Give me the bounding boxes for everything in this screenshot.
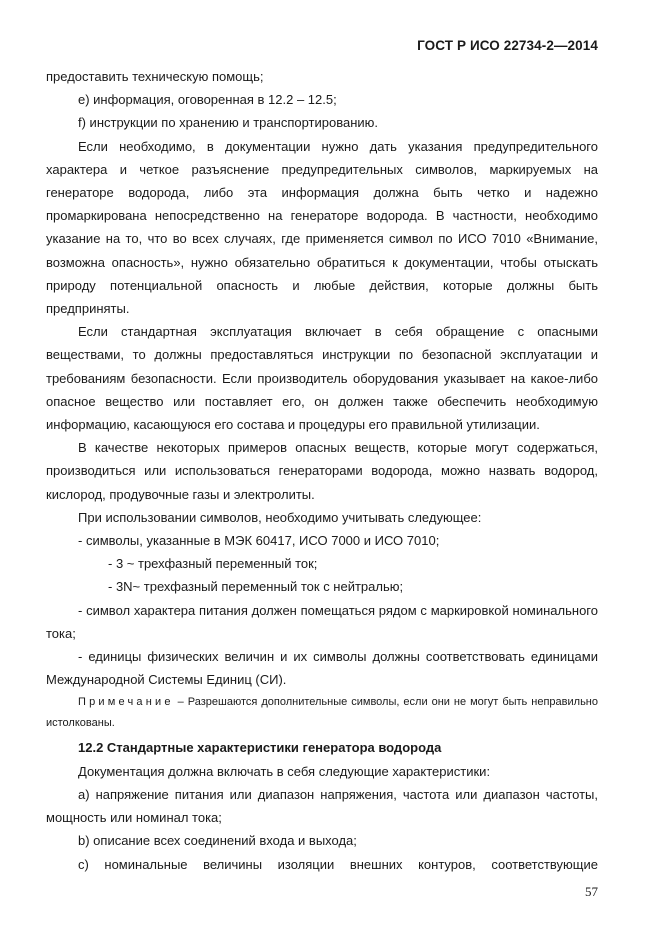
- list-item-si-units: - единицы физических величин и их символы должны соответствовать единицами Международной Системы Единиц (СИ).: [46, 649, 598, 688]
- list-item-f: f) инструкции по хранению и транспортированию.: [78, 115, 379, 131]
- paragraph-symbols-intro: При использовании символов, необходимо учитывать следующее:: [78, 509, 482, 525]
- note-text: – Разрешаются дополнительные символы, если они не могут быть неправильно истолкованы.: [46, 696, 598, 730]
- page-body: [46, 65, 598, 876]
- note-label: Примечание: [78, 696, 174, 709]
- list-item-power-symbol: - символ характера питания должен помещаться рядом с маркировкой номинального тока;: [46, 602, 598, 641]
- list-item-b: b) описание всех соединений входа и выхода;: [78, 833, 357, 849]
- paragraph-warnings: Если необходимо, в документации нужно дать указания предупредительного характера и четкое разъяснение предупредительных символов, маркируемых на генераторе водорода, либо эта информация должна быть четко и надежно промаркирована непосредственно на генераторе водорода. В частности, необходимо указание на то, что во всех случаях, где применяется символ по ИСО 7010 «Внимание, возможна опасность», нужно обязательно обратиться к документации, чтобы отыскать природу потенциальной опасность и любые действия, которые должны быть предприняты.: [46, 138, 598, 317]
- section-heading: 12.2 Стандартные характеристики генератора водорода: [78, 740, 442, 756]
- list-item-a: a) напряжение питания или диапазон напряжения, частота или диапазон частоты, мощность или номинал тока;: [46, 786, 598, 826]
- page-number: 57: [585, 884, 598, 899]
- document-header: ГОСТ Р ИСО 22734-2—2014: [417, 38, 598, 53]
- paragraph-characteristics-intro: Документация должна включать в себя следующие характеристики:: [78, 763, 491, 779]
- paragraph-hazardous-substances: Если стандартная эксплуатация включает в себя обращение с опасными веществами, то должны предоставляться инструкции по безопасной эксплуатации и требованиям безопасности. Если производитель оборудования указывает на какое-либо опасное вещество или поставляет его, он должен также обеспечить необходимую информацию, касающуюся его состава и процедуры его правильной утилизации.: [46, 324, 598, 433]
- paragraph-examples: В качестве некоторых примеров опасных веществ, которые могут содержаться, производиться или использоваться генераторами водорода, можно назвать водород, кислород, продувочные газы и электролиты.: [46, 440, 598, 502]
- note: [46, 692, 598, 734]
- list-item-symbols-standards: - символы, указанные в МЭК 60417, ИСО 7000 и ИСО 7010;: [78, 533, 440, 549]
- paragraph-continuation: предоставить техническую помощь;: [46, 69, 264, 84]
- list-item-three-phase: - 3 ~ трехфазный переменный ток;: [108, 556, 318, 572]
- list-item-three-phase-neutral: - 3N~ трехфазный переменный ток с нейтралью;: [108, 579, 404, 595]
- list-item-c: c) номинальные величины изоляции внешних контуров, соответствующие: [78, 856, 598, 872]
- list-item-e: e) информация, оговоренная в 12.2 – 12.5;: [78, 92, 337, 108]
